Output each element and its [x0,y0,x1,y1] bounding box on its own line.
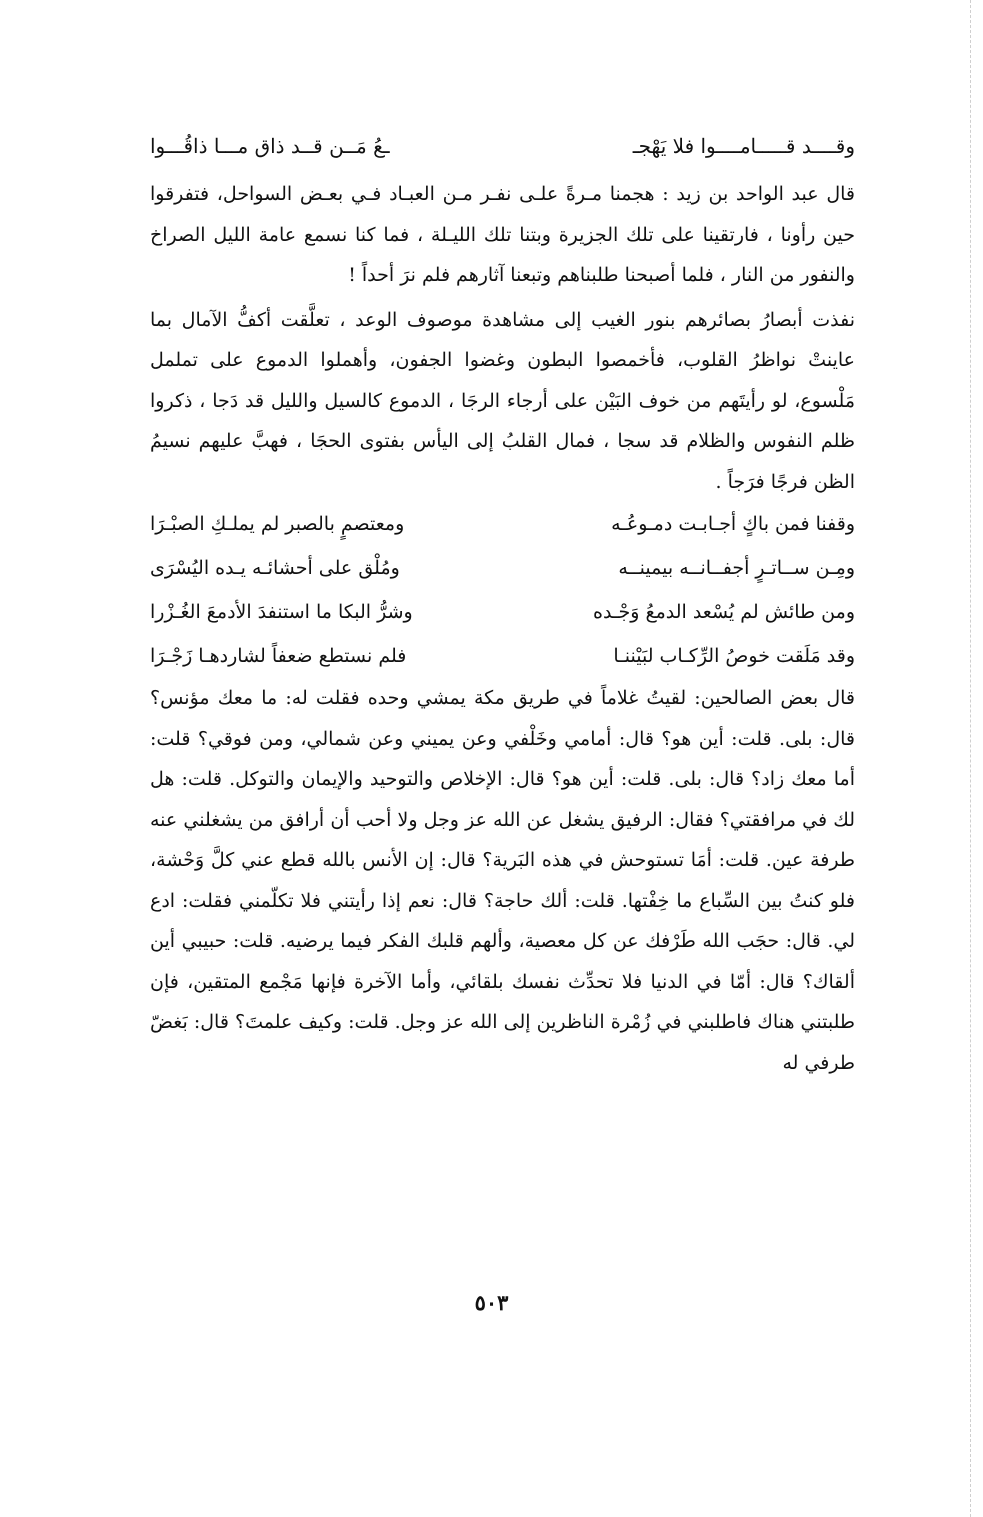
verse-hemistich-first: وقفنا فمن باكٍ أجـابـت دمـوعُـه [611,513,855,535]
verse-hemistich-second: وشرُّ البكا ما استنفدَ الأدمعَ الغُـزْرا [150,601,413,623]
poem-verse [150,590,855,634]
verse-hemistich-second: ومعتصمٍ بالصبر لم يملـكِ الصبْـرَا [150,513,405,535]
paragraph-story: قال بعض الصالحين: لقيتُ غلاماً في طريق مكة يمشي وحده فقلت له: ما معك مؤنس؟ قال: بلى. قلت: أين هو؟ قال: أمامي وخَلْفي وعن يميني وعن شمالي، ومن فوقي؟ قلت: أما معك زاد؟ قال: بلى. قلت: أين هو؟ قال: الإخلاص والتوحيد والإيمان والتوكل. قلت: هل لك في مرافقتي؟ فقال: الرفيق يشغل عن الله عز وجل ولا أحب أن أرافق من يشغلني عنه طرفة عين. قلت: أمَا تستوحش في هذه البَرية؟ قال: إن الأنس بالله قطع عني كلَّ وَحْشة، فلو كنتُ بين السِّباع ما خِفْتها. قلت: ألك حاجة؟ قال: نعم إذا رأيتني فلا تكلّمني فقلت: ادع لي. قال: حجَب الله طَرْفك عن كل معصية، وألهم قلبك الفكر فيما يرضيه. قلت: حبيبي أين ألقاك؟ قال: أمّا في الدنيا فلا تحدِّث نفسك بلقائي، وأما الآخرة فإنها مَجْمع المتقين، فإن طلبتني هناك فاطلبني في زُمْرة الناظرين إلى الله عز وجل. قلت: وكيف علمتَ؟ قال: بَغضّ طرفي له [150,687,855,1074]
verse-hemistich-first: ومن طائش لم يُسْعد الدمعُ وَجْـده [593,601,855,623]
paragraph-abdulwahid: قال عبد الواحد بن زيد : هجمنا مـرةً علـى نفـر مـن العبـاد فـي بعـض السواحل، فتفرقوا حين رأونا ، فارتقينا على تلك الجزيرة وبتنا تلك الليـلة ، فما كنا نسمع عامة الليل الصراخ والنفور من النار ، فلما أصبحنا طلبناهم وتبعنا آثارهم فلم نرَ أحداً ! [150,183,855,286]
verse-hemistich-first: وقد مَلَقت خوصُ الرِّكـاب لبَيْننـا [613,645,855,667]
poem-verse [150,634,855,678]
poem [150,502,855,678]
opening-verse [150,128,855,164]
poem-verse [150,502,855,546]
verse-hemistich-first: وقــــد قـــــامــــوا فلا يَهْجـ [632,134,855,158]
page-content [150,128,855,1083]
poem-verse [150,546,855,590]
verse-hemistich-second: ومُلْق على أحشائـه يـده اليُسْرَى [150,557,400,579]
verse-hemistich-second: ـعُ مَــن قــد ذاق مـــا ذاقُـــوا [150,134,390,158]
page-number: ٥٠٣ [474,1290,509,1315]
verse-hemistich-second: فلم نستطع ضعفاً لشاردهـا زَجْـرَا [150,645,407,667]
verse-hemistich-first: ومِـن ســاتـرٍ أجفــانــه بيمينــه [618,557,855,579]
paragraph-insight: نفذت أبصارُ بصائرهم بنور الغيب إلى مشاهدة موصوف الوعد ، تعلَّقت أكفُّ الآمال بما عاينتْ نواظرُ القلوب، فأخمصوا البطون وغضوا الجفون، وأهملوا الدموع على تململ مَلْسوع، لو رأيتَهم من خوف البَيْن على أرجاء الرجَا ، الدموع كالسيل والليل قد دَجا ، ذكروا ظلم النفوس والظلام قد سجا ، فمال القلبُ إلى اليأس بفتوى الحجَا ، فهبَّ عليهم نسيمُ الظن فرجًا فرَجاً . [150,308,855,493]
